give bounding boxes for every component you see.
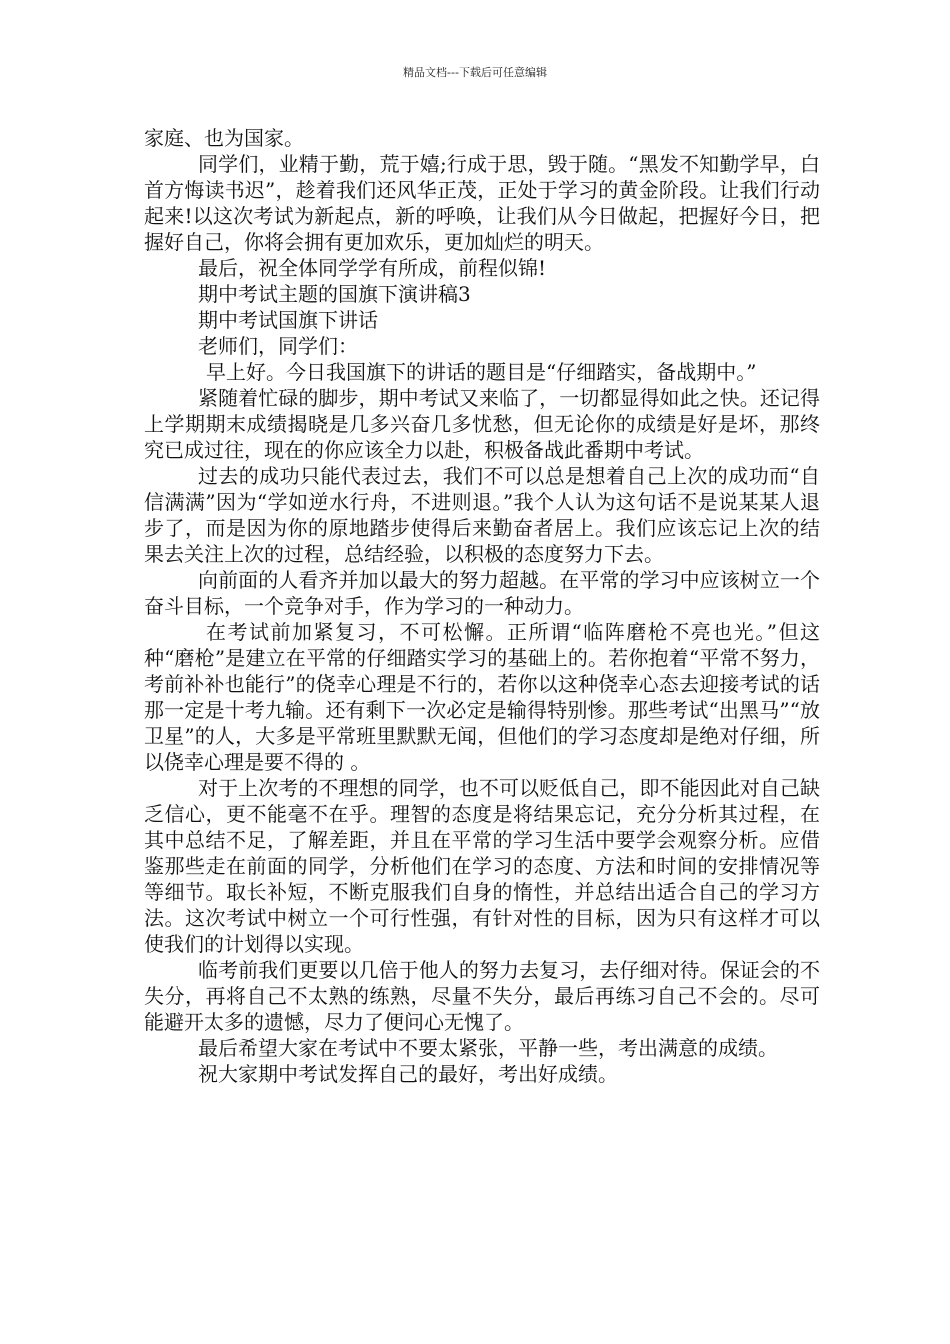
paragraph-2: 同学们，业精于勤，荒于嬉;行成于思，毁于随。“黑发不知勤学早，白首方悔读书迟”，趁着我们还风华正茂，正处于学习的黄金阶段。让我们行动起来!以这次考试为新起点，新的呼唤，让我们从今日做起，把握好今日，把握好自己，你将会拥有更加欢乐，更加灿烂的明天。 [144, 152, 820, 254]
paragraph-8: 紧随着忙碌的脚步，期中考试又来临了，一切都显得如此之快。还记得上学期期末成绩揭晓是几多兴奋几多忧愁，但无论你的成绩是好是坏，那终究已成过往，现在的你应该全力以赴，积极备战此番期中考试。 [144, 386, 820, 462]
paragraph-14: 最后希望大家在考试中不要太紧张，平静一些，考出满意的成绩。 [198, 1036, 778, 1060]
paragraph-10: 向前面的人看齐并加以最大的努力超越。在平常的学习中应该树立一个奋斗目标，一个竞争对手，作为学习的一种动力。 [144, 568, 820, 618]
document-body [144, 125, 820, 1087]
greeting: 老师们，同学们： [198, 334, 358, 358]
speech-title: 期中考试主题的国旗下演讲稿3 [198, 282, 471, 306]
page-header: 精品文档---下载后可任意编辑 [403, 66, 547, 79]
paragraph-11: 在考试前加紧复习，不可松懈。正所谓“临阵磨枪不亮也光。”但这种“磨枪”是建立在平常的仔细踏实学习的基础上的。若你抱着“平常不努力，考前补补也能行”的侥幸心理是不行的，若你以这种侥幸心态去迎接考试的话那一定是十考九输。还有剩下一次必定是输得特别惨。那些考试“出黑马”“放卫星”的人，大多是平常班里默默无闻，但他们的学习态度却是绝对仔细，所以侥幸心理是要不得的 。 [144, 620, 820, 774]
paragraph-1: 家庭、也为国家。 [144, 126, 304, 150]
paragraph-9: 过去的成功只能代表过去，我们不可以总是想着自己上次的成功而“自信满满”因为“学如逆水行舟，不进则退。”我个人认为这句话不是说某某人退步了，而是因为你的原地踏步使得后来勤奋者居上。我们应该忘记上次的结果去关注上次的过程，总结经验，以积极的态度努力下去。 [144, 464, 820, 566]
paragraph-7: 早上好。今日我国旗下的讲话的题目是“仔细踏实，备战期中。” [206, 360, 757, 384]
paragraph-3: 最后，祝全体同学学有所成，前程似锦! [198, 256, 547, 280]
paragraph-12: 对于上次考的不理想的同学，也不可以贬低自己，即不能因此对自己缺乏信心，更不能毫不在乎。理智的态度是将结果忘记，充分分析其过程，在其中总结不足，了解差距，并且在平常的学习生活中要学会观察分析。应借鉴那些走在前面的同学，分析他们在学习的态度、方法和时间的安排情况等等细节。取长补短，不断克服我们自身的惰性，并总结出适合自己的学习方法。这次考试中树立一个可行性强，有针对性的目标，因为只有这样才可以使我们的计划得以实现。 [144, 776, 820, 956]
speech-subtitle: 期中考试国旗下讲话 [198, 308, 378, 332]
paragraph-15: 祝大家期中考试发挥自己的最好，考出好成绩。 [198, 1062, 618, 1086]
paragraph-13: 临考前我们更要以几倍于他人的努力去复习，去仔细对待。保证会的不失分，再将自己不太熟的练熟，尽量不失分，最后再练习自己不会的。尽可能避开太多的遗憾，尽力了便问心无愧了。 [144, 958, 820, 1034]
